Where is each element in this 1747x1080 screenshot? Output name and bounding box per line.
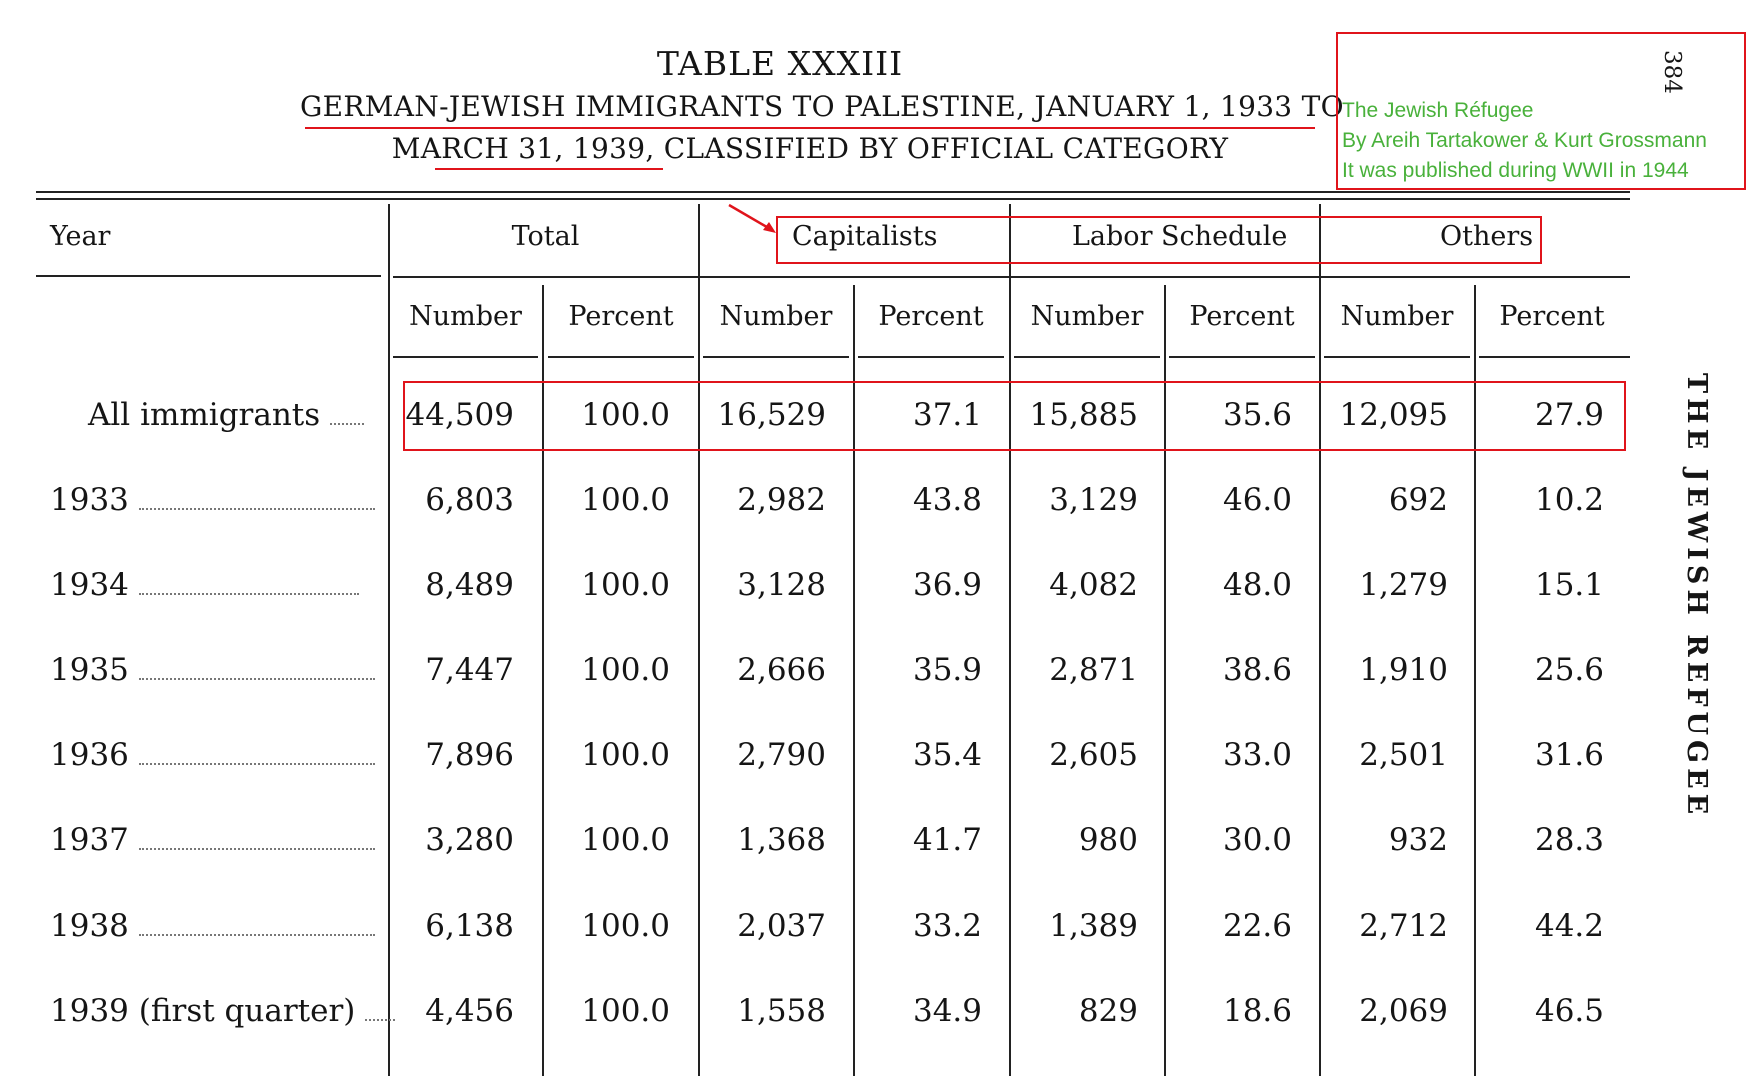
table-cell: 25.6 [1534,652,1604,688]
table-cell: 46.0 [1222,482,1292,518]
table-cell: 35.6 [1222,397,1292,433]
table-cell: 829 [1078,993,1138,1029]
subheader-rule-1 [393,356,538,358]
group-header-rule [393,276,1630,278]
table-cell: 35.9 [912,652,982,688]
table-cell: 44,509 [405,397,514,433]
table-cell: 44.2 [1534,908,1604,944]
table-cell: 3,280 [425,822,514,858]
dot-leader [139,676,375,680]
year-header: Year [50,221,111,252]
table-cell: 1,910 [1359,652,1448,688]
subheader-rule-5 [1014,356,1160,358]
group-header-others: Others [1440,221,1534,252]
table-cell: 4,456 [425,993,514,1029]
subheader-number-total: Number [409,301,522,332]
table-cell: 38.6 [1222,652,1292,688]
page-number: 384 [1659,50,1685,94]
table-cell: 4,082 [1049,567,1138,603]
table-cell: 43.8 [912,482,982,518]
table-cell: 2,605 [1049,737,1138,773]
table-cell: 2,712 [1359,908,1448,944]
row-label-text: 1934 [50,567,129,603]
table-cell: 7,447 [425,652,514,688]
table-cell: 980 [1078,822,1138,858]
subheader-rule-6 [1169,356,1315,358]
table-cell: 100.0 [581,737,670,773]
table-cell: 2,790 [737,737,826,773]
table-cell: 22.6 [1222,908,1292,944]
table-cell: 1,368 [737,822,826,858]
subheader-rule-2 [548,356,694,358]
dot-leader [139,591,359,595]
year-header-rule [36,275,381,277]
table-cell: 1,279 [1359,567,1448,603]
subheader-rule-8 [1479,356,1630,358]
table-cell: 18.6 [1222,993,1292,1029]
annotation-line1: The Jewish Réfugee [1342,99,1534,122]
table-cell: 46.5 [1534,993,1604,1029]
table-cell: 30.0 [1222,822,1292,858]
dot-leader [139,932,375,936]
table-cell: 15.1 [1534,567,1604,603]
table-cell: 33.2 [912,908,982,944]
row-label-year [50,993,395,1029]
table-cell: 7,896 [425,737,514,773]
subtitle-underline-1 [305,127,1315,129]
table-cell: 33.0 [1222,737,1292,773]
row-label-all-immigrants [88,397,364,433]
table-cell: 15,885 [1029,397,1138,433]
table-cell: 10.2 [1534,482,1604,518]
annotation-text [1342,96,1707,186]
table-cell: 1,558 [737,993,826,1029]
row-label-year [50,908,375,944]
table-cell: 100.0 [581,482,670,518]
col-divider-capitalists [698,204,700,1076]
table-cell: 8,489 [425,567,514,603]
row-label-text: 1936 [50,737,129,773]
table-cell: 48.0 [1222,567,1292,603]
row-label-text: 1939 (first quarter) [50,993,356,1029]
table-cell: 2,666 [737,652,826,688]
table-cell: 3,129 [1049,482,1138,518]
row-label-year [50,822,375,858]
annotation-line3: It was published during WWII in 1944 [1342,159,1689,182]
table-cell: 2,037 [737,908,826,944]
group-header-highlight [776,216,1542,264]
subtitle-underline-2 [435,168,663,170]
table-cell: 16,529 [717,397,826,433]
table-cell: 100.0 [581,822,670,858]
table-cell: 3,128 [737,567,826,603]
row-label-year [50,482,375,518]
row-label-year [50,737,375,773]
table-cell: 100.0 [581,397,670,433]
row-label-text: 1937 [50,822,129,858]
col-divider-year [388,204,390,1076]
dot-leader [139,506,375,510]
highlight-arrow-icon [726,202,780,236]
table-cell: 6,803 [425,482,514,518]
group-header-total: Total [511,221,580,252]
table-top-rule-1 [36,191,1630,193]
running-head: THE JEWISH REFUGEE [1681,373,1712,820]
table-cell: 1,389 [1049,908,1138,944]
subheader-percent-capitalists: Percent [878,301,984,332]
table-cell: 12,095 [1339,397,1448,433]
annotation-line2: By Areih Tartakower & Kurt Grossmann [1342,129,1707,152]
group-header-capitalists: Capitalists [792,221,938,252]
table-cell: 100.0 [581,908,670,944]
dot-leader [139,761,375,765]
table-cell: 100.0 [581,567,670,603]
table-cell: 31.6 [1534,737,1604,773]
table-cell: 37.1 [912,397,982,433]
table-cell: 28.3 [1534,822,1604,858]
table-cell: 2,982 [737,482,826,518]
dot-leader [139,846,375,850]
subheader-rule-4 [858,356,1004,358]
subheader-percent-labor: Percent [1189,301,1295,332]
table-cell: 41.7 [912,822,982,858]
table-cell: 6,138 [425,908,514,944]
group-header-labor-schedule: Labor Schedule [1072,221,1288,252]
table-cell: 2,069 [1359,993,1448,1029]
table-title: TABLE XXXIII [656,44,904,83]
subheader-number-others: Number [1340,301,1454,332]
table-subtitle-line2: MARCH 31, 1939, CLASSIFIED BY OFFICIAL CATEGORY [391,132,1229,165]
table-cell: 932 [1388,822,1448,858]
subheader-percent-total: Percent [568,301,674,332]
subheader-number-capitalists: Number [719,301,833,332]
subheader-percent-others: Percent [1499,301,1605,332]
table-top-rule-2 [36,198,1630,200]
row-label-text: 1933 [50,482,129,518]
table-cell: 100.0 [581,652,670,688]
table-subtitle-line1: GERMAN-JEWISH IMMIGRANTS TO PALESTINE, JANUARY 1, 1933 TO [300,90,1344,123]
subheader-rule-7 [1324,356,1470,358]
table-cell: 36.9 [912,567,982,603]
row-label-text: All immigrants [88,397,321,433]
col-divider-others [1319,204,1321,1076]
table-cell: 27.9 [1534,397,1604,433]
row-label-year [50,652,375,688]
table-cell: 35.4 [912,737,982,773]
table-cell: 34.9 [912,993,982,1029]
row-label-year [50,567,359,603]
subheader-rule-3 [703,356,849,358]
subheader-number-labor: Number [1030,301,1144,332]
table-cell: 692 [1388,482,1448,518]
table-cell: 100.0 [581,993,670,1029]
table-cell: 2,501 [1359,737,1448,773]
row-label-text: 1935 [50,652,129,688]
row-label-text: 1938 [50,908,129,944]
col-divider-labor [1009,204,1011,1076]
table-cell: 2,871 [1049,652,1138,688]
dot-leader [330,421,364,425]
